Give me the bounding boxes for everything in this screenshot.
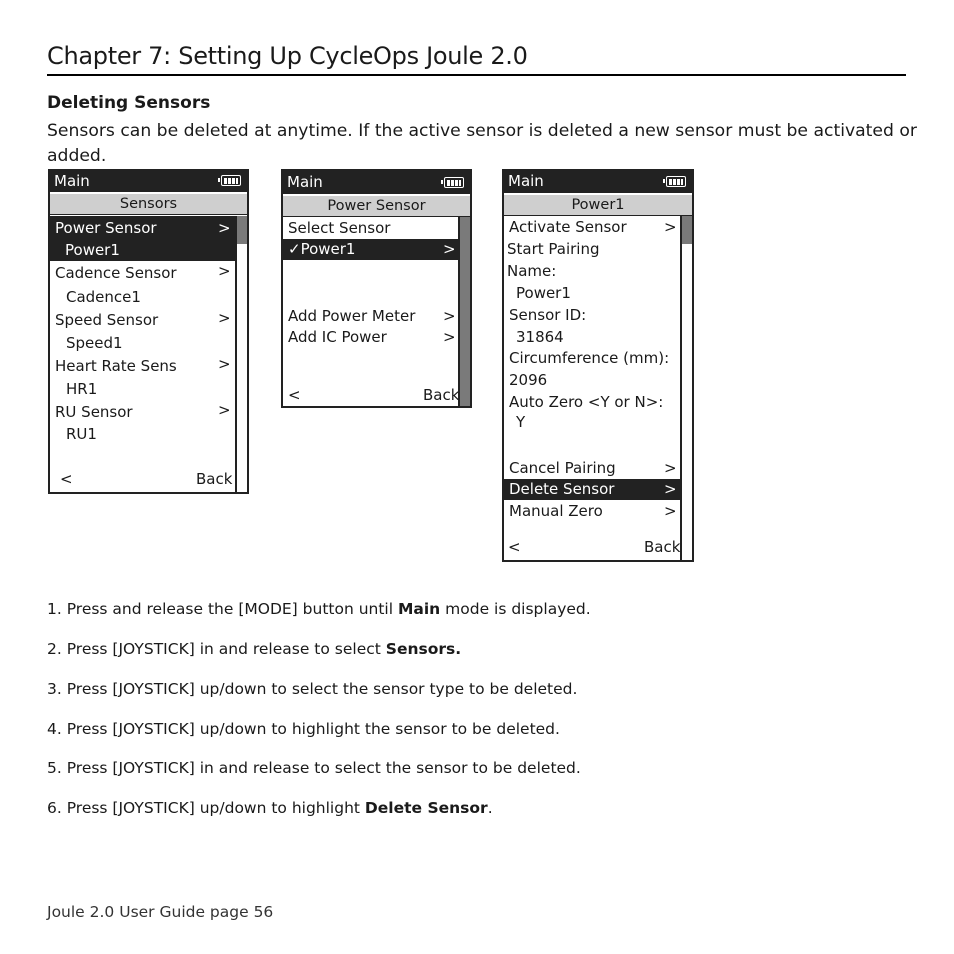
menu-item-label: Add Power Meter [288, 307, 416, 325]
intro-text: Sensors can be deleted at anytime. If the active sensor is deleted a new sensor must be activated or added. [47, 121, 917, 166]
chevron-right-icon: > [664, 502, 677, 520]
menu-item-label: Add IC Power [288, 328, 387, 346]
menu-item-label: RU Sensor [55, 403, 133, 421]
menu-item-power-sensor[interactable] [50, 216, 235, 261]
field-label: Circumference (mm): [509, 349, 670, 367]
back-button[interactable]: Back [196, 470, 233, 488]
sensor-id-value [504, 327, 680, 347]
sensor-item-label: ✓Power1 [288, 240, 356, 258]
circumference-value [504, 370, 680, 390]
menu-item-cadence-sensor[interactable] [50, 263, 235, 308]
menu-item-sub: HR1 [66, 380, 98, 398]
chevron-right-icon: > [443, 240, 456, 258]
chevron-right-icon: > [443, 328, 456, 346]
back-arrow-icon[interactable]: < [288, 386, 301, 404]
menu-item-label: Heart Rate Sens [55, 357, 177, 375]
step-3: 3. Press [JOYSTICK] up/down to select the sensor type to be deleted. [47, 680, 578, 698]
select-sensor-label [283, 218, 458, 238]
back-arrow-icon[interactable]: < [508, 538, 521, 556]
power1-screen [502, 169, 694, 562]
chevron-right-icon: > [664, 218, 677, 236]
chevron-right-icon: > [218, 401, 231, 419]
menu-item-sub: Cadence1 [66, 288, 141, 306]
manual-zero-item[interactable] [504, 501, 680, 521]
sensor-item-power1[interactable] [283, 239, 460, 260]
back-button[interactable]: Back [423, 386, 460, 404]
battery-icon [444, 177, 464, 188]
screen-header: Power1 [504, 195, 692, 216]
step-4: 4. Press [JOYSTICK] up/down to highlight the sensor to be deleted. [47, 720, 560, 738]
select-sensor-text: Select Sensor [288, 219, 391, 237]
scrollbar[interactable] [235, 216, 247, 492]
menu-item-sub: RU1 [66, 425, 97, 443]
menu-item-speed-sensor[interactable] [50, 310, 235, 355]
screen-header: Power Sensor [283, 196, 470, 217]
field-label: Sensor ID: [509, 306, 587, 324]
chevron-right-icon: > [664, 459, 677, 477]
battery-icon [221, 175, 241, 186]
circumference-label [504, 348, 680, 368]
chevron-right-icon: > [218, 262, 231, 280]
title-rule [47, 74, 906, 76]
top-bar-label: Main [54, 172, 90, 190]
menu-item-sub: Power1 [65, 241, 120, 259]
battery-icon [666, 176, 686, 187]
menu-item-label: Cancel Pairing [509, 459, 616, 477]
add-ic-power-item[interactable] [283, 327, 460, 347]
field-label: Name: [507, 262, 557, 280]
top-bar-label: Main [287, 173, 323, 191]
chapter-title: Chapter 7: Setting Up CycleOps Joule 2.0 [47, 42, 528, 70]
name-label [504, 261, 680, 281]
scrollbar-thumb[interactable] [460, 217, 470, 406]
auto-zero-label [504, 392, 680, 412]
scrollbar[interactable] [680, 216, 692, 560]
menu-item-label: Manual Zero [509, 502, 603, 520]
menu-item-ru-sensor[interactable] [50, 402, 235, 447]
top-bar [283, 171, 470, 194]
scrollbar-thumb[interactable] [237, 216, 247, 244]
step-6: 6. Press [JOYSTICK] up/down to highlight Delete Sensor. [47, 799, 493, 817]
power-sensor-screen [281, 169, 472, 408]
chevron-right-icon: > [218, 309, 231, 327]
sensors-screen [48, 169, 249, 494]
chevron-right-icon: > [443, 307, 456, 325]
top-bar [50, 171, 247, 192]
menu-item-sub: Speed1 [66, 334, 123, 352]
field-label: Auto Zero <Y or N>: [509, 393, 664, 411]
top-bar [504, 171, 692, 193]
step-1: 1. Press and release the [MODE] button until Main mode is displayed. [47, 600, 591, 618]
scrollbar-thumb[interactable] [682, 216, 692, 244]
section-heading: Deleting Sensors [47, 93, 211, 113]
auto-zero-value [504, 412, 680, 432]
chevron-right-icon: > [218, 355, 231, 373]
step-2: 2. Press [JOYSTICK] in and release to select Sensors. [47, 640, 462, 658]
back-arrow-icon[interactable]: < [60, 470, 73, 488]
back-button[interactable]: Back [644, 538, 681, 556]
page-footer: Joule 2.0 User Guide page 56 [47, 903, 274, 921]
menu-item-label: Cadence Sensor [55, 264, 177, 282]
menu-item-heart-rate-sensor[interactable] [50, 356, 235, 401]
menu-item-label: Power Sensor [55, 219, 157, 237]
step-5: 5. Press [JOYSTICK] in and release to select the sensor to be deleted. [47, 759, 581, 777]
chevron-right-icon: > [218, 219, 231, 237]
field-value: 2096 [509, 371, 548, 389]
top-bar-label: Main [508, 172, 544, 190]
menu-item-label: Start Pairing [507, 240, 600, 258]
delete-sensor-item[interactable] [504, 479, 681, 500]
menu-item-label: Speed Sensor [55, 311, 159, 329]
screen-header: Sensors [50, 194, 247, 215]
field-value: 31864 [516, 328, 564, 346]
field-value: Y [516, 413, 526, 431]
sensor-id-label [504, 305, 680, 325]
name-value [504, 283, 680, 303]
chevron-right-icon: > [664, 480, 677, 498]
menu-item-label: Delete Sensor [509, 480, 615, 498]
start-pairing-item[interactable] [504, 239, 680, 259]
field-value: Power1 [516, 284, 571, 302]
menu-item-label: Activate Sensor [509, 218, 627, 236]
cancel-pairing-item[interactable] [504, 458, 680, 478]
add-power-meter-item[interactable] [283, 306, 460, 326]
activate-sensor-item[interactable] [504, 217, 680, 237]
